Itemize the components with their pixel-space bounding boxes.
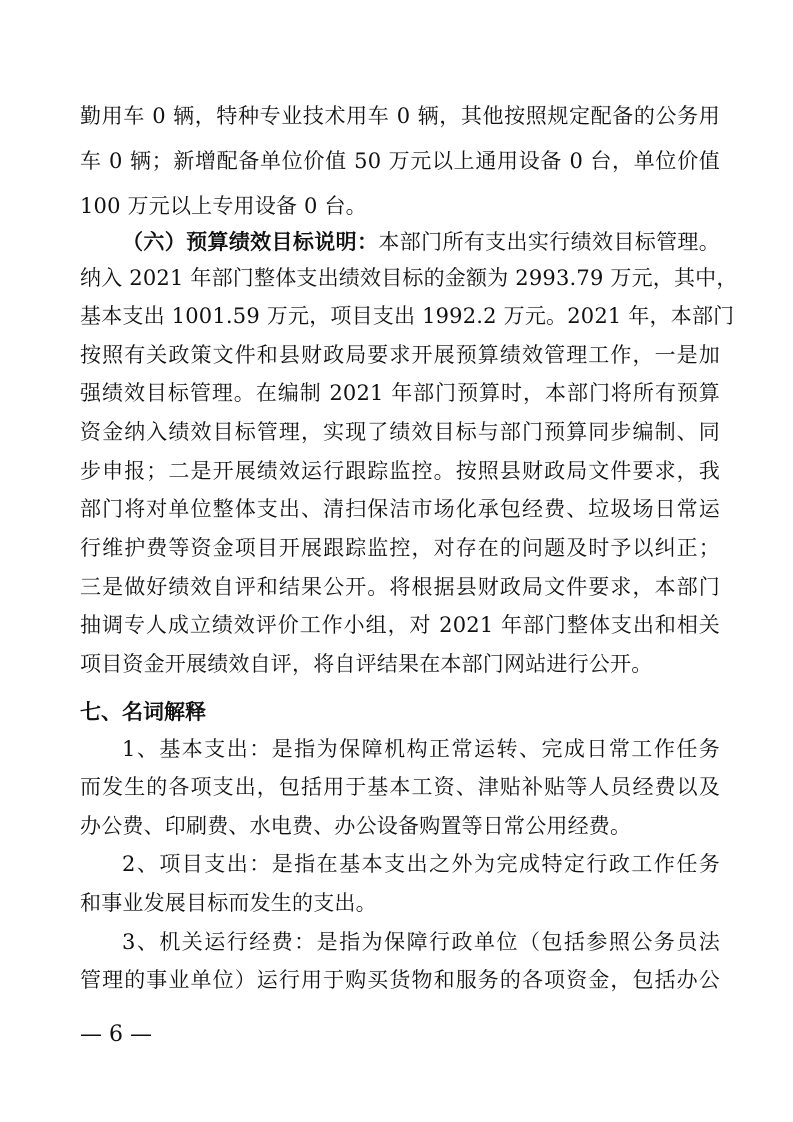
term2-line-2: 和事业发展目标而发生的支出。 — [80, 891, 377, 915]
performance-line-1 — [122, 222, 720, 262]
performance-line-10: 三是做好绩效自评和结果公开。将根据县财政局文件要求，本部门 — [80, 575, 720, 599]
performance-line-3: 基本支出 1001.59 万元，项目支出 1992.2 万元。2021 年，本部门 — [80, 304, 735, 328]
vehicles-line-2: 车 0 辆；新增配备单位价值 50 万元以上通用设备 0 台，单位价值 — [80, 149, 720, 173]
performance-title: （六）预算绩效目标说明： — [122, 229, 379, 254]
term1-line-3: 办公费、印刷费、水电费、办公设备购置等日常公用经费。 — [80, 814, 632, 838]
vehicles-line-3: 100 万元以上专用设备 0 台。 — [80, 194, 367, 218]
term2-line-1: 2、项目支出：是指在基本支出之外为完成特定行政工作任务 — [122, 852, 720, 876]
term3-line-2: 管理的事业单位）运行用于购买货物和服务的各项资金，包括办公 — [80, 968, 720, 992]
performance-line-5: 强绩效目标管理。在编制 2021 年部门预算时，本部门将所有预算 — [80, 381, 720, 405]
performance-line-11: 抽调专人成立绩效评价工作小组，对 2021 年部门整体支出和相关 — [80, 613, 720, 637]
term1-line-1: 1、基本支出：是指为保障机构正常运转、完成日常工作任务 — [122, 737, 720, 761]
performance-line-7: 步申报；二是开展绩效运行跟踪监控。按照县财政局文件要求，我 — [80, 459, 720, 483]
vehicles-line-1: 勤用车 0 辆，特种专业技术用车 0 辆，其他按照规定配备的公务用 — [80, 104, 720, 128]
term3-line-1: 3、机关运行经费：是指为保障行政单位（包括参照公务员法 — [122, 930, 720, 954]
performance-line-8: 部门将对单位整体支出、清扫保洁市场化承包经费、垃圾场日常运 — [80, 497, 720, 521]
performance-line-9: 行维护费等资金项目开展跟踪监控，对存在的问题及时予以纠正； — [80, 536, 720, 560]
performance-line-12: 项目资金开展绩效自评，将自评结果在本部门网站进行公开。 — [80, 652, 653, 676]
performance-line-4: 按照有关政策文件和县财政局要求开展预算绩效管理工作，一是加 — [80, 343, 720, 367]
page-number: — 6 — — [80, 1022, 152, 1047]
performance-line-1-text: 本部门所有支出实行绩效目标管理。 — [378, 230, 720, 254]
performance-line-2: 纳入 2021 年部门整体支出绩效目标的金额为 2993.79 万元，其中， — [80, 266, 738, 290]
performance-line-6: 资金纳入绩效目标管理，实现了绩效目标与部门预算同步编制、同 — [80, 420, 720, 444]
term1-line-2: 而发生的各项支出，包括用于基本工资、津贴补贴等人员经费以及 — [80, 775, 720, 799]
section-heading: 七、名词解释 — [80, 699, 206, 724]
